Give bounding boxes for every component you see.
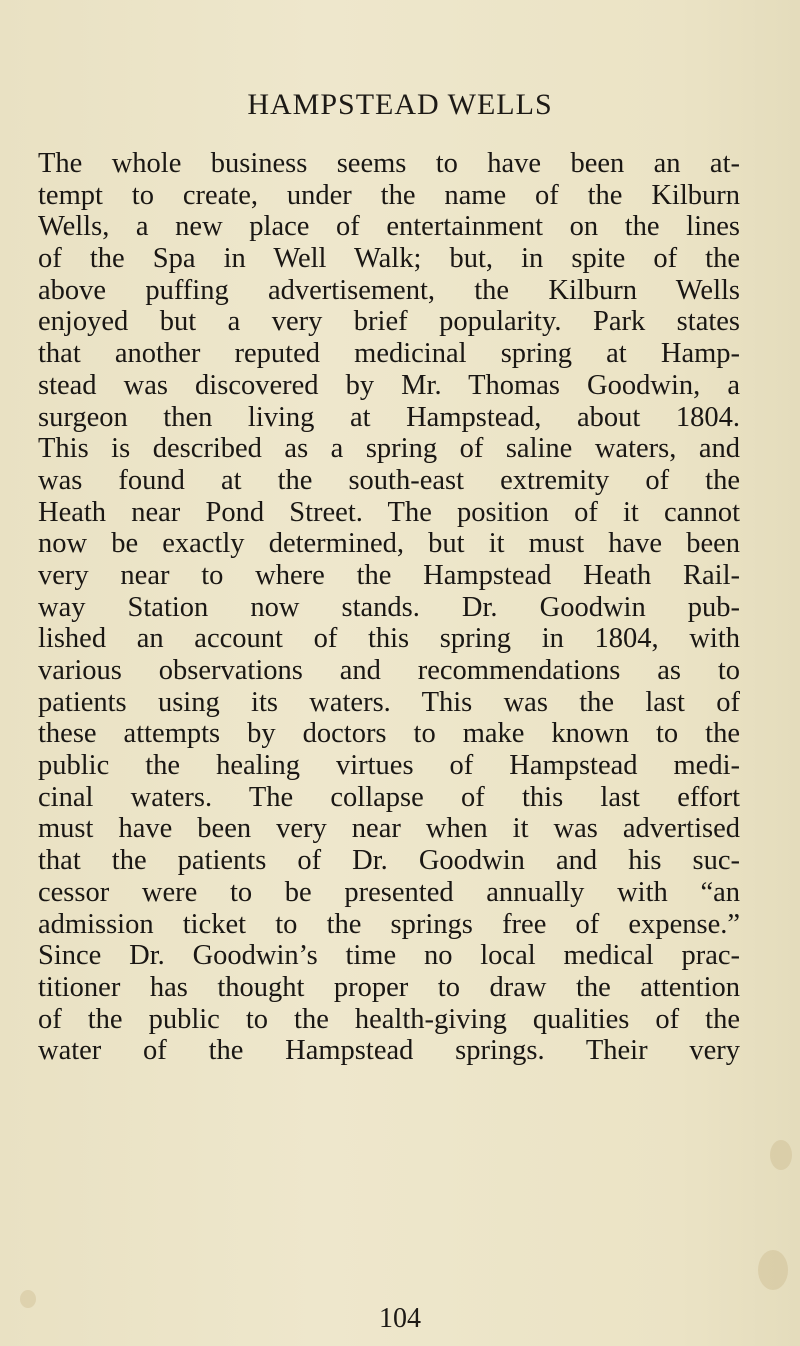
page-number: 104 xyxy=(379,1303,421,1334)
text-line: way Station now stands. Dr. Goodwin pub- xyxy=(38,591,740,623)
text-line: was found at the south-east extremity of the xyxy=(38,464,740,496)
text-line: of the Spa in Well Walk; but, in spite of the xyxy=(38,243,740,275)
text-line: Since Dr. Goodwin’s time no local medical prac- xyxy=(38,940,740,972)
paper-foxing-spot xyxy=(770,1140,792,1170)
body-text xyxy=(38,148,740,1067)
text-line: of the public to the health-giving qualities of the xyxy=(38,1003,740,1035)
text-line: these attempts by doctors to make known to the xyxy=(38,718,740,750)
text-line: above puffing advertisement, the Kilburn Wells xyxy=(38,274,740,306)
text-line: public the healing virtues of Hampstead medi- xyxy=(38,750,740,782)
text-line: cessor were to be presented annually with “an xyxy=(38,876,740,908)
text-line: surgeon then living at Hampstead, about 1804. xyxy=(38,401,740,433)
text-line: now be exactly determined, but it must have been xyxy=(38,528,740,560)
text-line: enjoyed but a very brief popularity. Park states xyxy=(38,306,740,338)
text-line: lished an account of this spring in 1804, with xyxy=(38,623,740,655)
text-line: that another reputed medicinal spring at Hamp- xyxy=(38,338,740,370)
text-line: water of the Hampstead springs. Their very xyxy=(38,1035,740,1067)
text-line: The whole business seems to have been an at- xyxy=(38,148,740,179)
text-line: that the patients of Dr. Goodwin and his suc- xyxy=(38,845,740,877)
running-head: HAMPSTEAD WELLS xyxy=(247,88,553,121)
text-line: very near to where the Hampstead Heath Rail- xyxy=(38,559,740,591)
text-line: This is described as a spring of saline waters, and xyxy=(38,433,740,465)
text-line: titioner has thought proper to draw the attention xyxy=(38,971,740,1003)
text-line: Wells, a new place of entertainment on the lines xyxy=(38,211,740,243)
paper-foxing-spot xyxy=(758,1250,788,1290)
text-line: patients using its waters. This was the last of xyxy=(38,686,740,718)
text-line: Heath near Pond Street. The position of it cannot xyxy=(38,496,740,528)
text-line: must have been very near when it was advertised xyxy=(38,813,740,845)
text-line: various observations and recommendations as to xyxy=(38,655,740,686)
text-line: tempt to create, under the name of the Kilburn xyxy=(38,179,740,211)
text-line: stead was discovered by Mr. Thomas Goodwin, a xyxy=(38,369,740,401)
text-line: cinal waters. The collapse of this last effort xyxy=(38,781,740,813)
text-line: admission ticket to the springs free of expense.” xyxy=(38,908,740,940)
